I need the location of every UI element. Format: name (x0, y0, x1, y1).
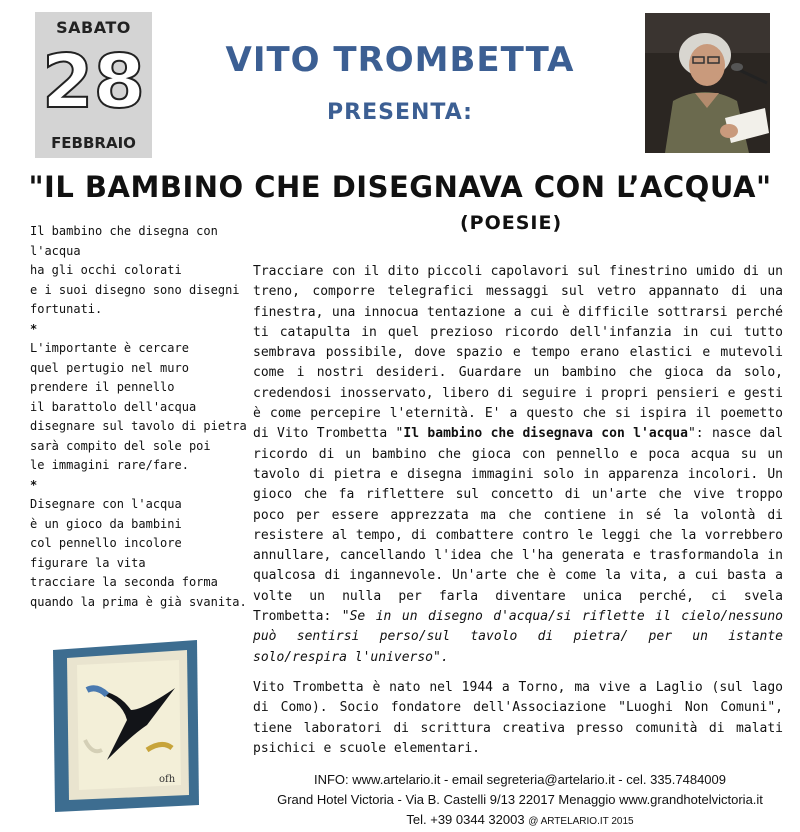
artwork-signature: ofh (159, 774, 176, 785)
poem-line: è un gioco da bambini (30, 516, 182, 531)
poem-line: figurare la vita (30, 555, 146, 570)
poem-separator: * (30, 477, 38, 492)
poem-line: disegnare sul tavolo di pietra (30, 419, 247, 433)
author-heading: VITO TROMBETTA (225, 40, 575, 80)
footer-info (240, 770, 800, 832)
poem-line: Il bambino che disegna con (30, 224, 218, 238)
poem-line: l'acqua (30, 243, 81, 258)
poem-line: quando la prima è già svanita. (30, 594, 247, 609)
poem-title-inline: Il bambino che disegnava con l'acqua (403, 426, 688, 442)
footer-copyright: @ ARTELARIO.IT 2015 (528, 816, 634, 827)
date-badge (35, 12, 152, 158)
poem-line: le immagini rare/fare. (30, 458, 189, 472)
date-day-number: 28 (42, 39, 145, 125)
poem-line: sarà compito del sole poi (30, 438, 211, 453)
author-bio: Vito Trombetta è nato nel 1944 a Torno, ma vive a Laglio (sul lago di Como). Socio fondatore dell'Associazione "Luoghi Non Comuni", tiene laboratori di scrittura creativa presso comunità di malati psichici e scuole elementari. (253, 679, 783, 756)
event-title: "IL BAMBINO CHE DISEGNAVA CON L’ACQUA" (28, 170, 772, 204)
footer-phone: Tel. +39 0344 32003 (406, 812, 525, 827)
description-text (253, 262, 783, 759)
poem-quote: "Se in un disegno d'acqua/si riflette il cielo/nessuno può sentirsi perso/sul tavolo di pietra/ per un istante solo/respira l'universo". (253, 609, 784, 665)
description-paragraph (253, 262, 783, 668)
artwork-image (47, 630, 205, 820)
poem-line: e i suoi disegno sono disegni (30, 282, 240, 297)
poem-line: ha gli occhi colorati (30, 263, 182, 277)
poem-line: prendere il pennello (30, 380, 175, 394)
poem-line: quel pertugio nel muro (30, 360, 189, 375)
poem-line: tracciare la seconda forma (30, 575, 218, 589)
description-text-part: ": nasce dal ricordo di un bambino che gioca con pennello e poca acqua su un tavolo di pietra e disegna immagini solo in apparenza incolori. Un gioco che fa riflettere sul concetto di un'arte che vive troppo poco per essere apprezzata ma che contiene in sé la volontà di resistere al tempo, di combattere contro le leggi che la vorrebbero annullare, cancellando l'idea che l'ha generata e trasformandola in qualcosa di ingannevole. Un'arte che è come la vita, a cui basta a volte un nulla per farla diventare unica perché, ci svela Trombetta: (253, 426, 783, 625)
footer-venue: Grand Hotel Victoria - Via B. Castelli 9/13 22017 Menaggio www.grandhotelvictoria.it (277, 792, 763, 807)
date-weekday: SABATO (56, 18, 131, 37)
poem-line: il barattolo dell'acqua (30, 399, 197, 414)
poem-separator: * (30, 321, 38, 336)
footer-contacts: INFO: www.artelario.it - email segreteria@artelario.it - cel. 335.7484009 (313, 772, 727, 787)
description-text-part: Tracciare con il dito piccoli capolavori sul finestrino umido di un treno, comporre telegrafici messaggi sul vetro appannato di una finestra, una innocua tentazione a cui è difficile sottrarsi perché ti catapulta in quel prezioso ricordo dell'infanzia in cui tutto sembrava possibile, dove spazio e tempo erano elastici e mutevoli come i nostri desideri. Guardare un bambino che gioca da solo, credendosi inosservato, libero di seguire i propri pensieri e gesti è come percepire l'eternità. E' a questo che si ispira il poemetto di Vito Trombetta " (253, 264, 783, 442)
footer-phone-line (240, 810, 800, 832)
artwork-graphic (47, 630, 205, 820)
author-photo (645, 13, 770, 153)
presents-heading: PRESENTA: (327, 100, 473, 125)
poem-line: col pennello incolore (30, 536, 182, 550)
poem-line: L'importante è cercare (30, 341, 189, 355)
date-month: FEBBRAIO (51, 134, 136, 152)
poem-line: Disegnare con l'acqua (30, 497, 182, 511)
poem-text (30, 222, 247, 612)
author-photo-graphic (645, 13, 770, 153)
event-subtitle: (POESIE) (460, 212, 563, 234)
poem-line: fortunati. (30, 302, 103, 316)
